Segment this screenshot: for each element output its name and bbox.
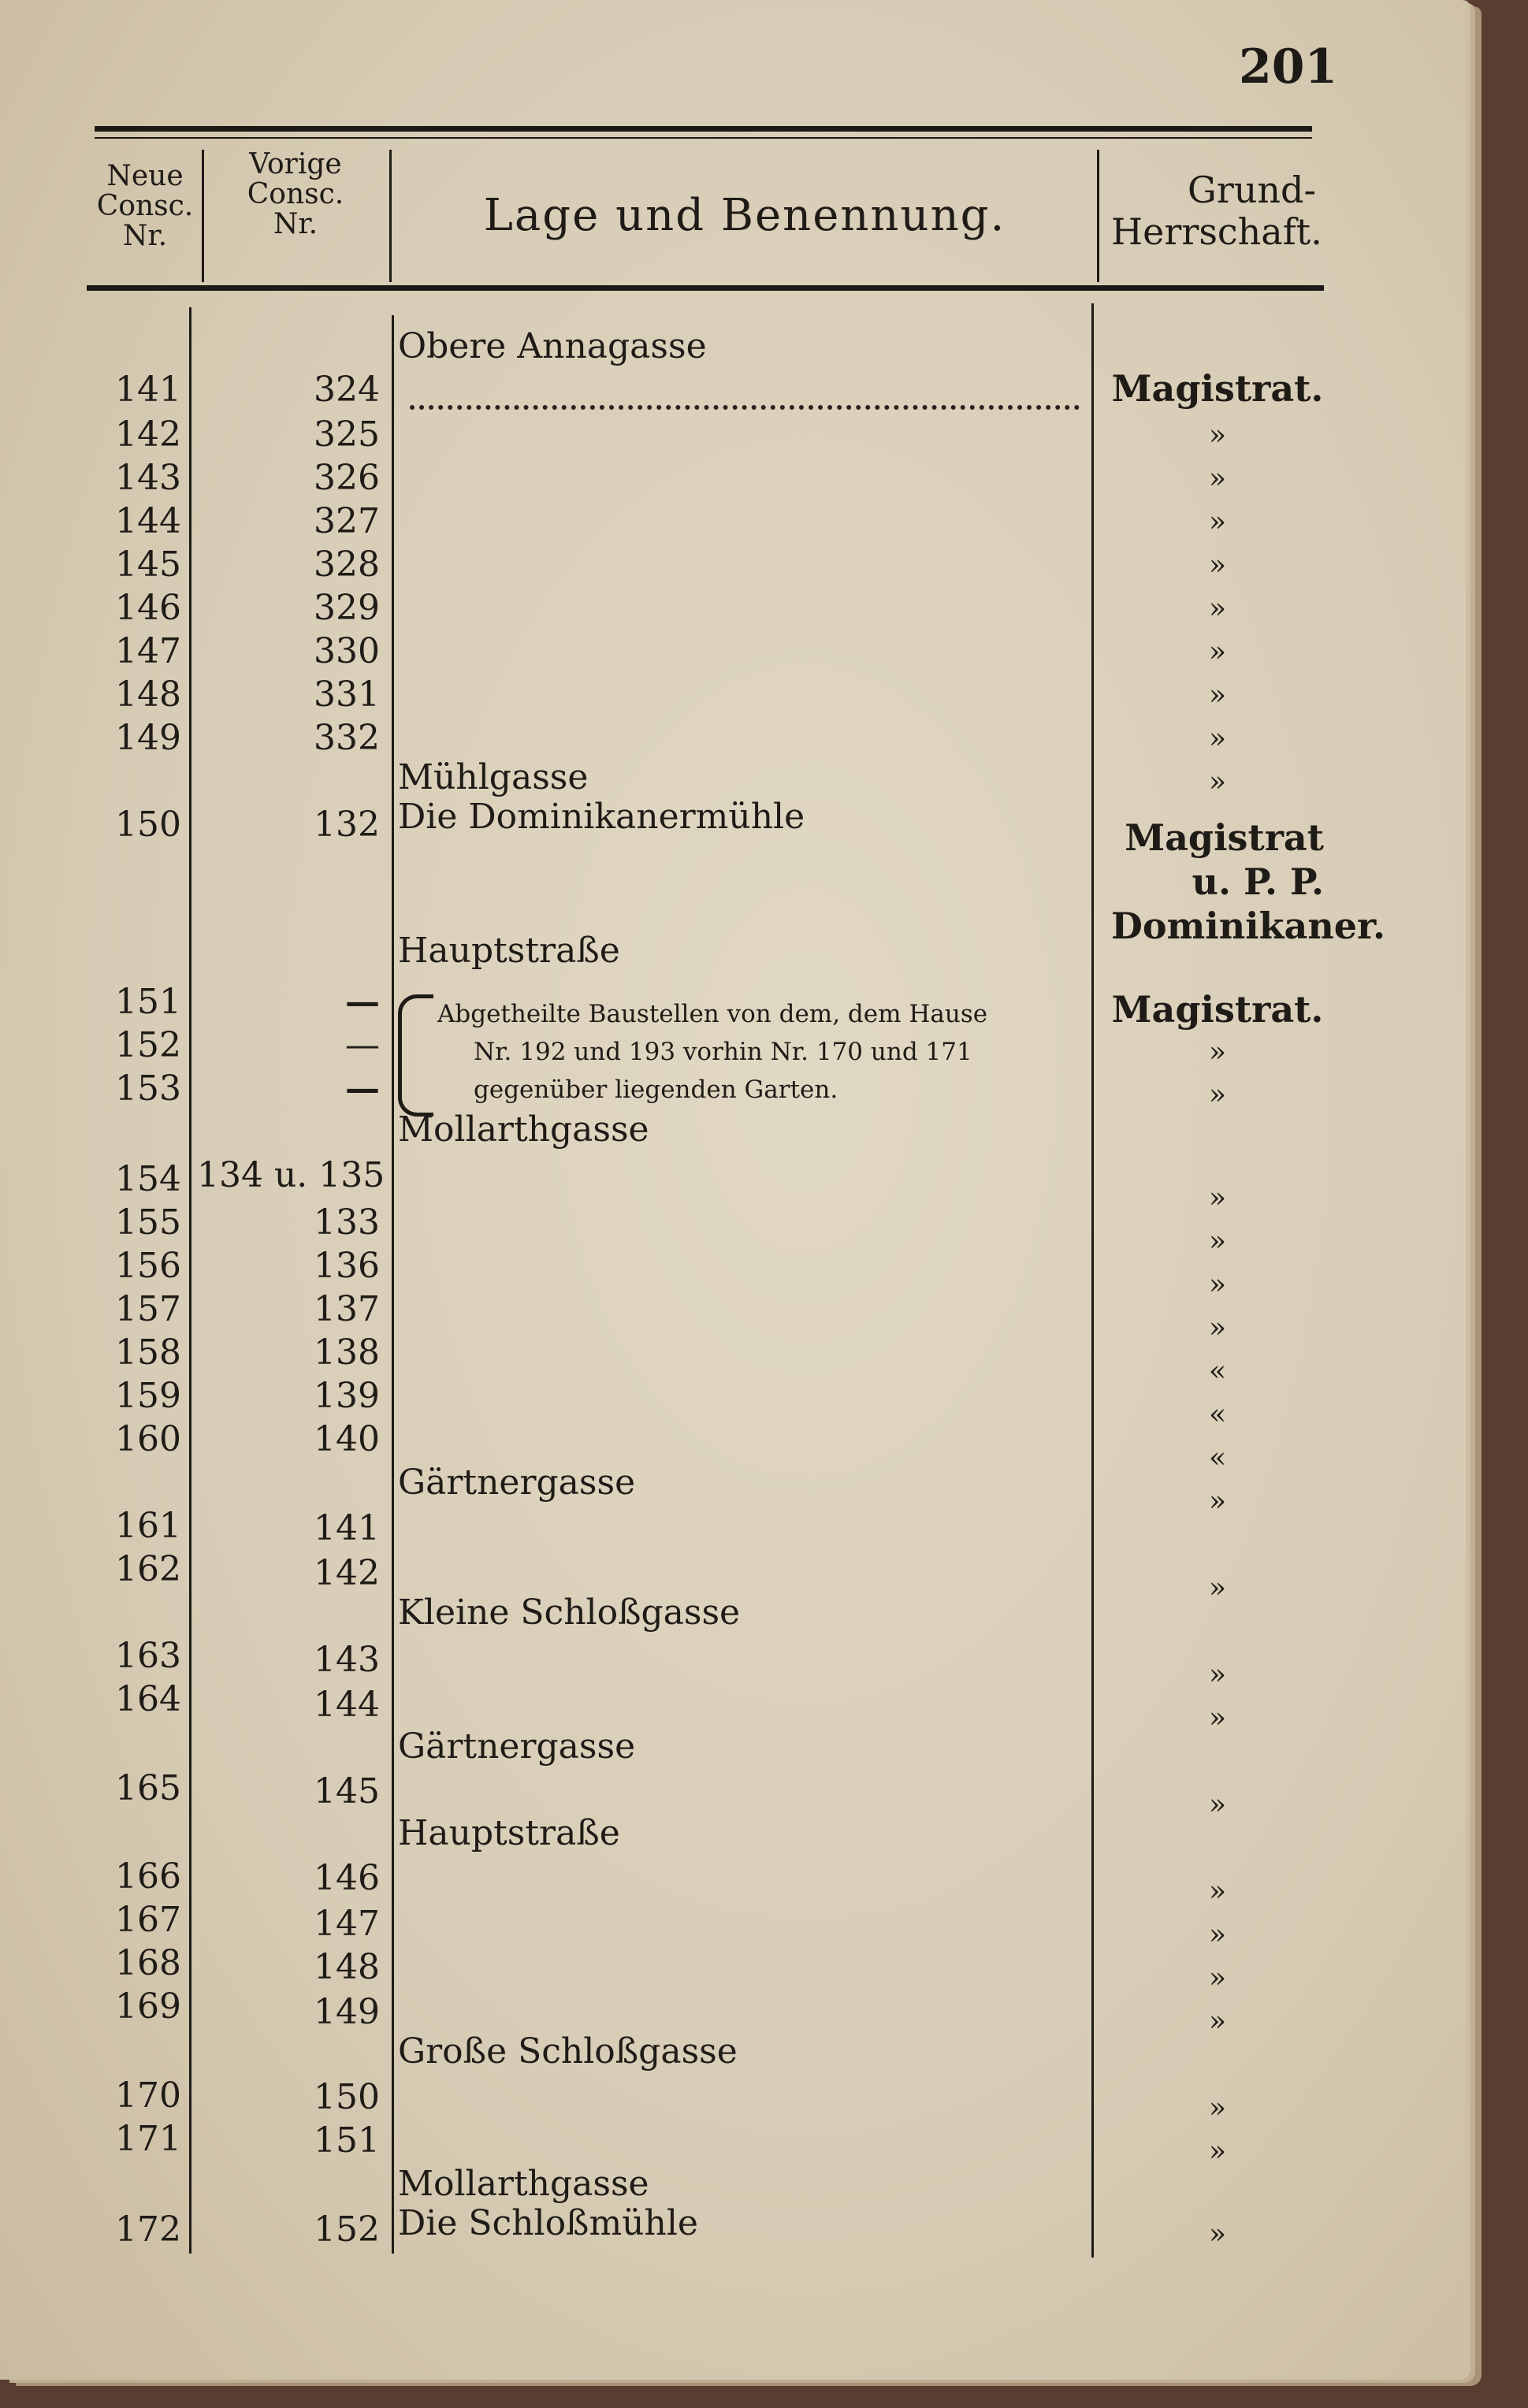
street-heading: Gärtnergasse <box>398 1462 636 1503</box>
building-name: Die Dominikanermühle <box>398 797 805 837</box>
neue-nr: 167 <box>115 1900 181 1940</box>
neue-nr: 163 <box>115 1636 181 1676</box>
vorige-nr: 148 <box>314 1947 380 1987</box>
header-sep-3 <box>1097 150 1099 282</box>
vorige-nr: 146 <box>314 1858 380 1898</box>
vorige-nr: 147 <box>314 1904 380 1944</box>
grundherrschaft: Magistrat u. P. P. Dominikaner. <box>1111 816 1386 947</box>
header-top-rule-thin <box>95 137 1312 139</box>
vorige-nr: 145 <box>314 1771 380 1812</box>
vorige-nr: 137 <box>314 1289 380 1329</box>
neue-nr: 168 <box>115 1943 181 1983</box>
ditto-mark: » <box>1208 1919 1227 1951</box>
vorige-nr: 152 <box>314 2209 380 2250</box>
ditto-mark: » <box>1208 1659 1227 1691</box>
ditto-mark: » <box>1208 1875 1227 1908</box>
ditto-mark: » <box>1208 1312 1227 1344</box>
vorige-nr: 132 <box>314 805 380 845</box>
ditto-mark: » <box>1208 2135 1227 2168</box>
ditto-mark: » <box>1208 1036 1227 1068</box>
body-sep-3 <box>1091 303 1094 2258</box>
grundherrschaft: Magistrat. <box>1111 367 1324 410</box>
neue-nr: 144 <box>115 501 181 541</box>
neue-nr: 145 <box>115 544 181 585</box>
header-sep-2 <box>389 150 392 282</box>
vorige-nr: 328 <box>314 544 380 585</box>
vorige-nr: 324 <box>314 370 380 410</box>
ditto-mark: » <box>1208 1485 1227 1518</box>
neue-nr: 164 <box>115 1679 181 1719</box>
ditto-mark: » <box>1208 1182 1227 1214</box>
vorige-nr: 139 <box>314 1376 380 1416</box>
vorige-nr: 151 <box>314 2120 380 2161</box>
note-line-3: gegenüber liegenden Garten. <box>474 1076 838 1104</box>
neue-nr: 141 <box>115 370 181 410</box>
ditto-mark: » <box>1208 636 1227 668</box>
header-vorige: Vorige Consc. Nr. <box>247 148 344 240</box>
vorige-nr: — <box>345 1068 380 1109</box>
vorige-nr: 144 <box>314 1685 380 1725</box>
vorige-nr: — <box>345 1025 380 1065</box>
street-heading: Hauptstraße <box>398 1813 620 1853</box>
header-bottom-rule <box>87 285 1324 291</box>
header-lage: Lage und Benennung. <box>483 190 1006 241</box>
neue-nr: 159 <box>115 1376 181 1416</box>
ditto-mark: » <box>1208 593 1227 625</box>
neue-nr: 158 <box>115 1332 181 1373</box>
dotted-leader <box>410 402 1080 410</box>
vorige-nr: 332 <box>314 718 380 758</box>
header-top-rule <box>95 126 1312 132</box>
ditto-mark: « <box>1208 1442 1227 1474</box>
street-heading: Gärtnergasse <box>398 1726 636 1767</box>
neue-nr: 146 <box>115 588 181 628</box>
vorige-nr: 325 <box>314 414 380 455</box>
vorige-nr: 326 <box>314 458 380 498</box>
street-heading: Mollarthgasse <box>398 2164 649 2204</box>
neue-nr: 148 <box>115 674 181 715</box>
street-heading: Kleine Schloßgasse <box>398 1592 741 1633</box>
neue-nr: 169 <box>115 1986 181 2027</box>
neue-nr: 171 <box>115 2119 181 2159</box>
ditto-mark: » <box>1208 506 1227 538</box>
ditto-mark: « <box>1208 1399 1227 1431</box>
ditto-mark: » <box>1208 1269 1227 1301</box>
vorige-nr: 331 <box>314 674 380 715</box>
vorige-nr: 143 <box>314 1640 380 1680</box>
vorige-nr: 136 <box>314 1246 380 1286</box>
neue-nr: 150 <box>115 805 181 845</box>
body-sep-1 <box>189 307 191 2254</box>
neue-nr: 162 <box>115 1549 181 1589</box>
building-name: Die Schloßmühle <box>398 2203 698 2243</box>
ditto-mark: » <box>1208 419 1227 452</box>
vorige-nr: 141 <box>314 1508 380 1548</box>
ditto-mark: « <box>1208 1355 1227 1388</box>
ditto-mark: » <box>1208 1789 1227 1821</box>
note-line-2: Nr. 192 und 193 vorhin Nr. 170 und 171 <box>474 1038 972 1066</box>
neue-nr: 142 <box>115 414 181 455</box>
street-heading: Obere Annagasse <box>398 326 707 366</box>
ditto-mark: » <box>1208 2005 1227 2038</box>
neue-nr: 153 <box>115 1068 181 1109</box>
grundherrschaft: Magistrat. <box>1111 988 1324 1031</box>
neue-nr: 161 <box>115 1506 181 1546</box>
neue-nr: 151 <box>115 982 181 1022</box>
page-number: 201 <box>1239 39 1338 95</box>
header-grund: Grund-Herrschaft. <box>1111 169 1322 253</box>
ditto-mark: » <box>1208 463 1227 495</box>
vorige-nr: — <box>345 982 380 1022</box>
vorige-nr: 133 <box>314 1202 380 1243</box>
neue-nr: 152 <box>115 1025 181 1065</box>
vorige-nr: 327 <box>314 501 380 541</box>
vorige-nr: 134 u. 135 <box>197 1155 385 1195</box>
street-heading: Große Schloßgasse <box>398 2031 738 2072</box>
neue-nr: 166 <box>115 1856 181 1897</box>
neue-nr: 170 <box>115 2075 181 2116</box>
vorige-nr: 329 <box>314 588 380 628</box>
body-sep-2 <box>392 315 394 2254</box>
ditto-mark: » <box>1208 1225 1227 1258</box>
ditto-mark: » <box>1208 1079 1227 1111</box>
ditto-mark: » <box>1208 2218 1227 2250</box>
vorige-nr: 138 <box>314 1332 380 1373</box>
neue-nr: 155 <box>115 1202 181 1243</box>
neue-nr: 156 <box>115 1246 181 1286</box>
header-sep-1 <box>202 150 204 282</box>
neue-nr: 160 <box>115 1419 181 1459</box>
neue-nr: 157 <box>115 1289 181 1329</box>
ditto-mark: » <box>1208 723 1227 755</box>
note-line-1: Abgetheilte Baustellen von dem, dem Hause <box>437 1000 988 1028</box>
ditto-mark: » <box>1208 1572 1227 1604</box>
street-heading: Hauptstraße <box>398 931 620 971</box>
ditto-mark: » <box>1208 1962 1227 1994</box>
curly-brace <box>398 994 433 1117</box>
header-neue: Neue Consc. Nr. <box>96 160 194 252</box>
street-heading: Mollarthgasse <box>398 1109 649 1150</box>
neue-nr: 149 <box>115 718 181 758</box>
neue-nr: 147 <box>115 631 181 671</box>
street-heading: Mühlgasse <box>398 757 589 797</box>
vorige-nr: 149 <box>314 1992 380 2032</box>
vorige-nr: 330 <box>314 631 380 671</box>
ditto-mark: » <box>1208 1702 1227 1734</box>
ditto-mark: » <box>1208 679 1227 712</box>
ditto-mark: » <box>1208 766 1227 798</box>
vorige-nr: 142 <box>314 1553 380 1593</box>
neue-nr: 143 <box>115 458 181 498</box>
note-text <box>437 995 1084 1109</box>
neue-nr: 172 <box>115 2209 181 2250</box>
ditto-mark: » <box>1208 549 1227 582</box>
neue-nr: 154 <box>115 1159 181 1199</box>
ditto-mark: » <box>1208 2092 1227 2124</box>
vorige-nr: 150 <box>314 2077 380 2117</box>
vorige-nr: 140 <box>314 1419 380 1459</box>
neue-nr: 165 <box>115 1768 181 1808</box>
